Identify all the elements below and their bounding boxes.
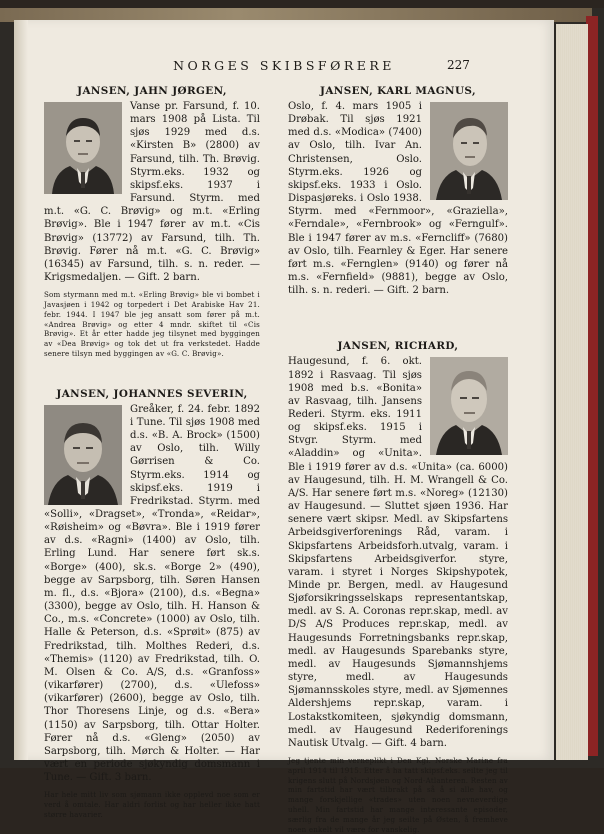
entry-johannes-severin: [44, 385, 260, 820]
running-title: NORGES SKIBSFØRERE: [173, 58, 395, 73]
biography-text: Haugesund, f. 6. okt. 1892 i Rasvaag. Til sjøs 1908 med b.s. «Bonita» av Rasvaag, tilh. Jansens Rederi. Styrm. eks. 1911 og skipsf.eks. 1915 i Stvgr. Styrm. med «Aladdin» og «Unita». Ble i 1919 fører av d.s. «Unita» (ca. 6000) av Haugesund, tilh. H. M. Wrangell & Co. A/S. Har senere ført m.s. «Noreg» (12130) av Haugesund. — Sluttet sjøen 1936. Har senere vært skipsr. Medl. av Skipsfartens Arbeidsgiverforenings Råd, varam. i Skipsfartens Arbeidsforh.utvalg, varam. i Skipsfartens Arbeidsgiverfor. styre, varam. i styret i Norges Skipshypotek, Minde pr. Bergen, medl. av Haugesund Sjøforsikringsselskaps representantskap, medl. av S. A. Coronas repr.skap, medl. av D/S A/S Produces repr.skap, medl. av Haugesunds Forretningsbanks repr.skap, medl. av Haugesunds Sparebanks styre, medl. av Haugesunds Sjømannshjems styre, medl. av Haugesunds Sjømannsskoles styre, medl. av Sjømennes Aldershjems repr.skap, varam. i Lostakstkomiteen, sjøkyndig domsmann, medl. av Haugesund Rederiforenings Nautisk Utvalg. — Gift. 4 barn.: [288, 356, 508, 749]
portrait-photo: [430, 357, 508, 455]
right-column: [288, 82, 508, 834]
entry-name: JANSEN, RICHARD,: [337, 340, 459, 353]
biography-text: Greåker, f. 24. febr. 1892 i Tune. Til sjøs 1908 med d.s. «B. A. Brock» (1500) av Oslo, tilh. Willy Gørrisen & Co. Styrm.eks. 1914 og skipsf.eks. 1919 i Fredrikstad. Styrm. med «Solli», «Dragset», «Tronda», «Reidar», «Røisheim» og «Bøvra». Ble i 1919 fører av d.s. «Ragni» (1400) av Oslo, tilh. Erling Lund. Har senere ført sk.s. «Borge» (400), sk.s. «Borge 2» (490), begge av Sarpsborg, tilh. Søren Hansen m. fl., d.s. «Bjora» (2100), d.s. «Begna» (3300), begge av Oslo, tilh. H. Hanson & Co., m.s. «Concrete» (1000) av Oslo, tilh. Halle & Peterson, d.s. «Sprøit» (875) av Fredrikstad, tilh. Molthes Rederi, d.s. «Themis» (1120) av Fredrikstad, tilh. O. M. Olsen & Co. A/S, d.s. «Granfoss» (vikarfører) (2700), d.s. «Ulefoss» (vikarfører) (2600), begge av Oslo, tilh. Thor Thoresens Linje, og d.s. «Bera» (1150) av Sarpsborg, tilh. Ottar Holter. Fører nå d.s. «Gleng» (2050) av Sarpsborg, tilh. Mørch & Holter. — Har vært en periode sjøkyndig domsmann i Tune. — Gift. 3 barn.: [44, 403, 260, 784]
portrait-photo: [44, 102, 122, 194]
portrait-man-icon: [430, 102, 508, 200]
biography-text: Oslo, f. 4. mars 1905 i Drøbak. Til sjøs 1921 med d.s. «Modica» (7400) av Oslo, tilh. Ivar An. Christensen, Oslo. Styrm.eks. 1926 og skipsf.eks. 1933 i Oslo. Dispasjøreks. i Oslo 1938. Styrm. med «Fernmoor», «Graziella», «Ferndale», «Fernbrook» og «Ferngulf». Ble i 1947 fører av m.s. «Ferncliff» (7680) av Oslo, tilh. Fearnley & Eger. Har senere ført m.s. «Fernglen» (9140) og fører nå m.s. «Fernfield» (9881), begge av Oslo, tilh. s. n. rederi. — Gift. 2 barn.: [288, 101, 508, 297]
entry-name: JANSEN, KARL MAGNUS,: [320, 85, 476, 97]
book-page: [14, 20, 554, 834]
personal-note: Som styrmann med m.t. «Erling Brøvig» ble vi bombet i Javasjøen i 1942 og torpedert i Det Arabiske Hav 21. febr. 1944. I 1947 ble jeg ansatt som fører på m.t. «Andrea Brøvig» og etter 4 mndr. skiftet til «Cis Brøvig». Et år etter hadde jeg tilsynet med byggingen av «Dea Brøvig» og tok det ut fra verkstedet. Hadde senere tilsyn med byggingen av «G. C. Brøvig».: [44, 290, 260, 358]
entry-richard: [288, 337, 508, 834]
left-column: [44, 82, 260, 820]
page-number: 227: [447, 58, 470, 72]
biography-text: Vanse pr. Farsund, f. 10. mars 1908 på Lista. Til sjøs 1929 med d.s. «Kirsten B» (2800) av Farsund, tilh. Th. Brøvig. Styrm.eks. 1932 og skipsf.eks. 1937 i Farsund. Styrm. med m.t. «G. C. Brøvig» og m.t. «Erling Brøvig». Ble i 1947 fører av m.t. «Cis Brøvig» (13772) av Farsund, tilh. Th. Brøvig. Fører nå m.t. «G. C. Brøvig» (16345) av Farsund, tilh. s. n. reder. — Krigsmedaljen. — Gift. 2 barn.: [44, 101, 260, 284]
page-stack-edge: [556, 24, 588, 760]
entry-name: JANSEN, JOHANNES SEVERIN,: [56, 387, 248, 400]
personal-note: Har hele mitt liv som sjømann ikke opplevd noe som er verd å omtale. Har aldri forlist og har heller ikke hatt større havarier.: [44, 790, 260, 819]
entry-karl-magnus: [288, 82, 508, 297]
portrait-photo: [430, 102, 508, 200]
personal-note: Jeg tjente min verneplikt i Den Kgl. Norske Marine fra april 1914 til 1915. Etter å ha tatt skipsf.eks. seilte jeg til krigens slutt på Nordsjøen og Nord-Atlanteren. Resten av min fartstid har vært tilbrakt på så å si alle hav, og mange forskjellige «trades» uten noen nevneverdige uhell. Min fartstid har mange interessante episoder, særlig fra de mange år jeg seilte på Østen, å fremheve noen enkelt vil være for vanskelig.: [288, 756, 508, 834]
page-gutter: [14, 20, 28, 760]
portrait-man-icon: [44, 405, 122, 505]
entry-jahn-jorgen: [44, 82, 260, 359]
portrait-photo: [44, 405, 122, 505]
portrait-man-icon: [44, 102, 122, 194]
portrait-man-icon: [430, 357, 508, 455]
entry-name: JANSEN, JAHN JØRGEN,: [77, 85, 227, 97]
